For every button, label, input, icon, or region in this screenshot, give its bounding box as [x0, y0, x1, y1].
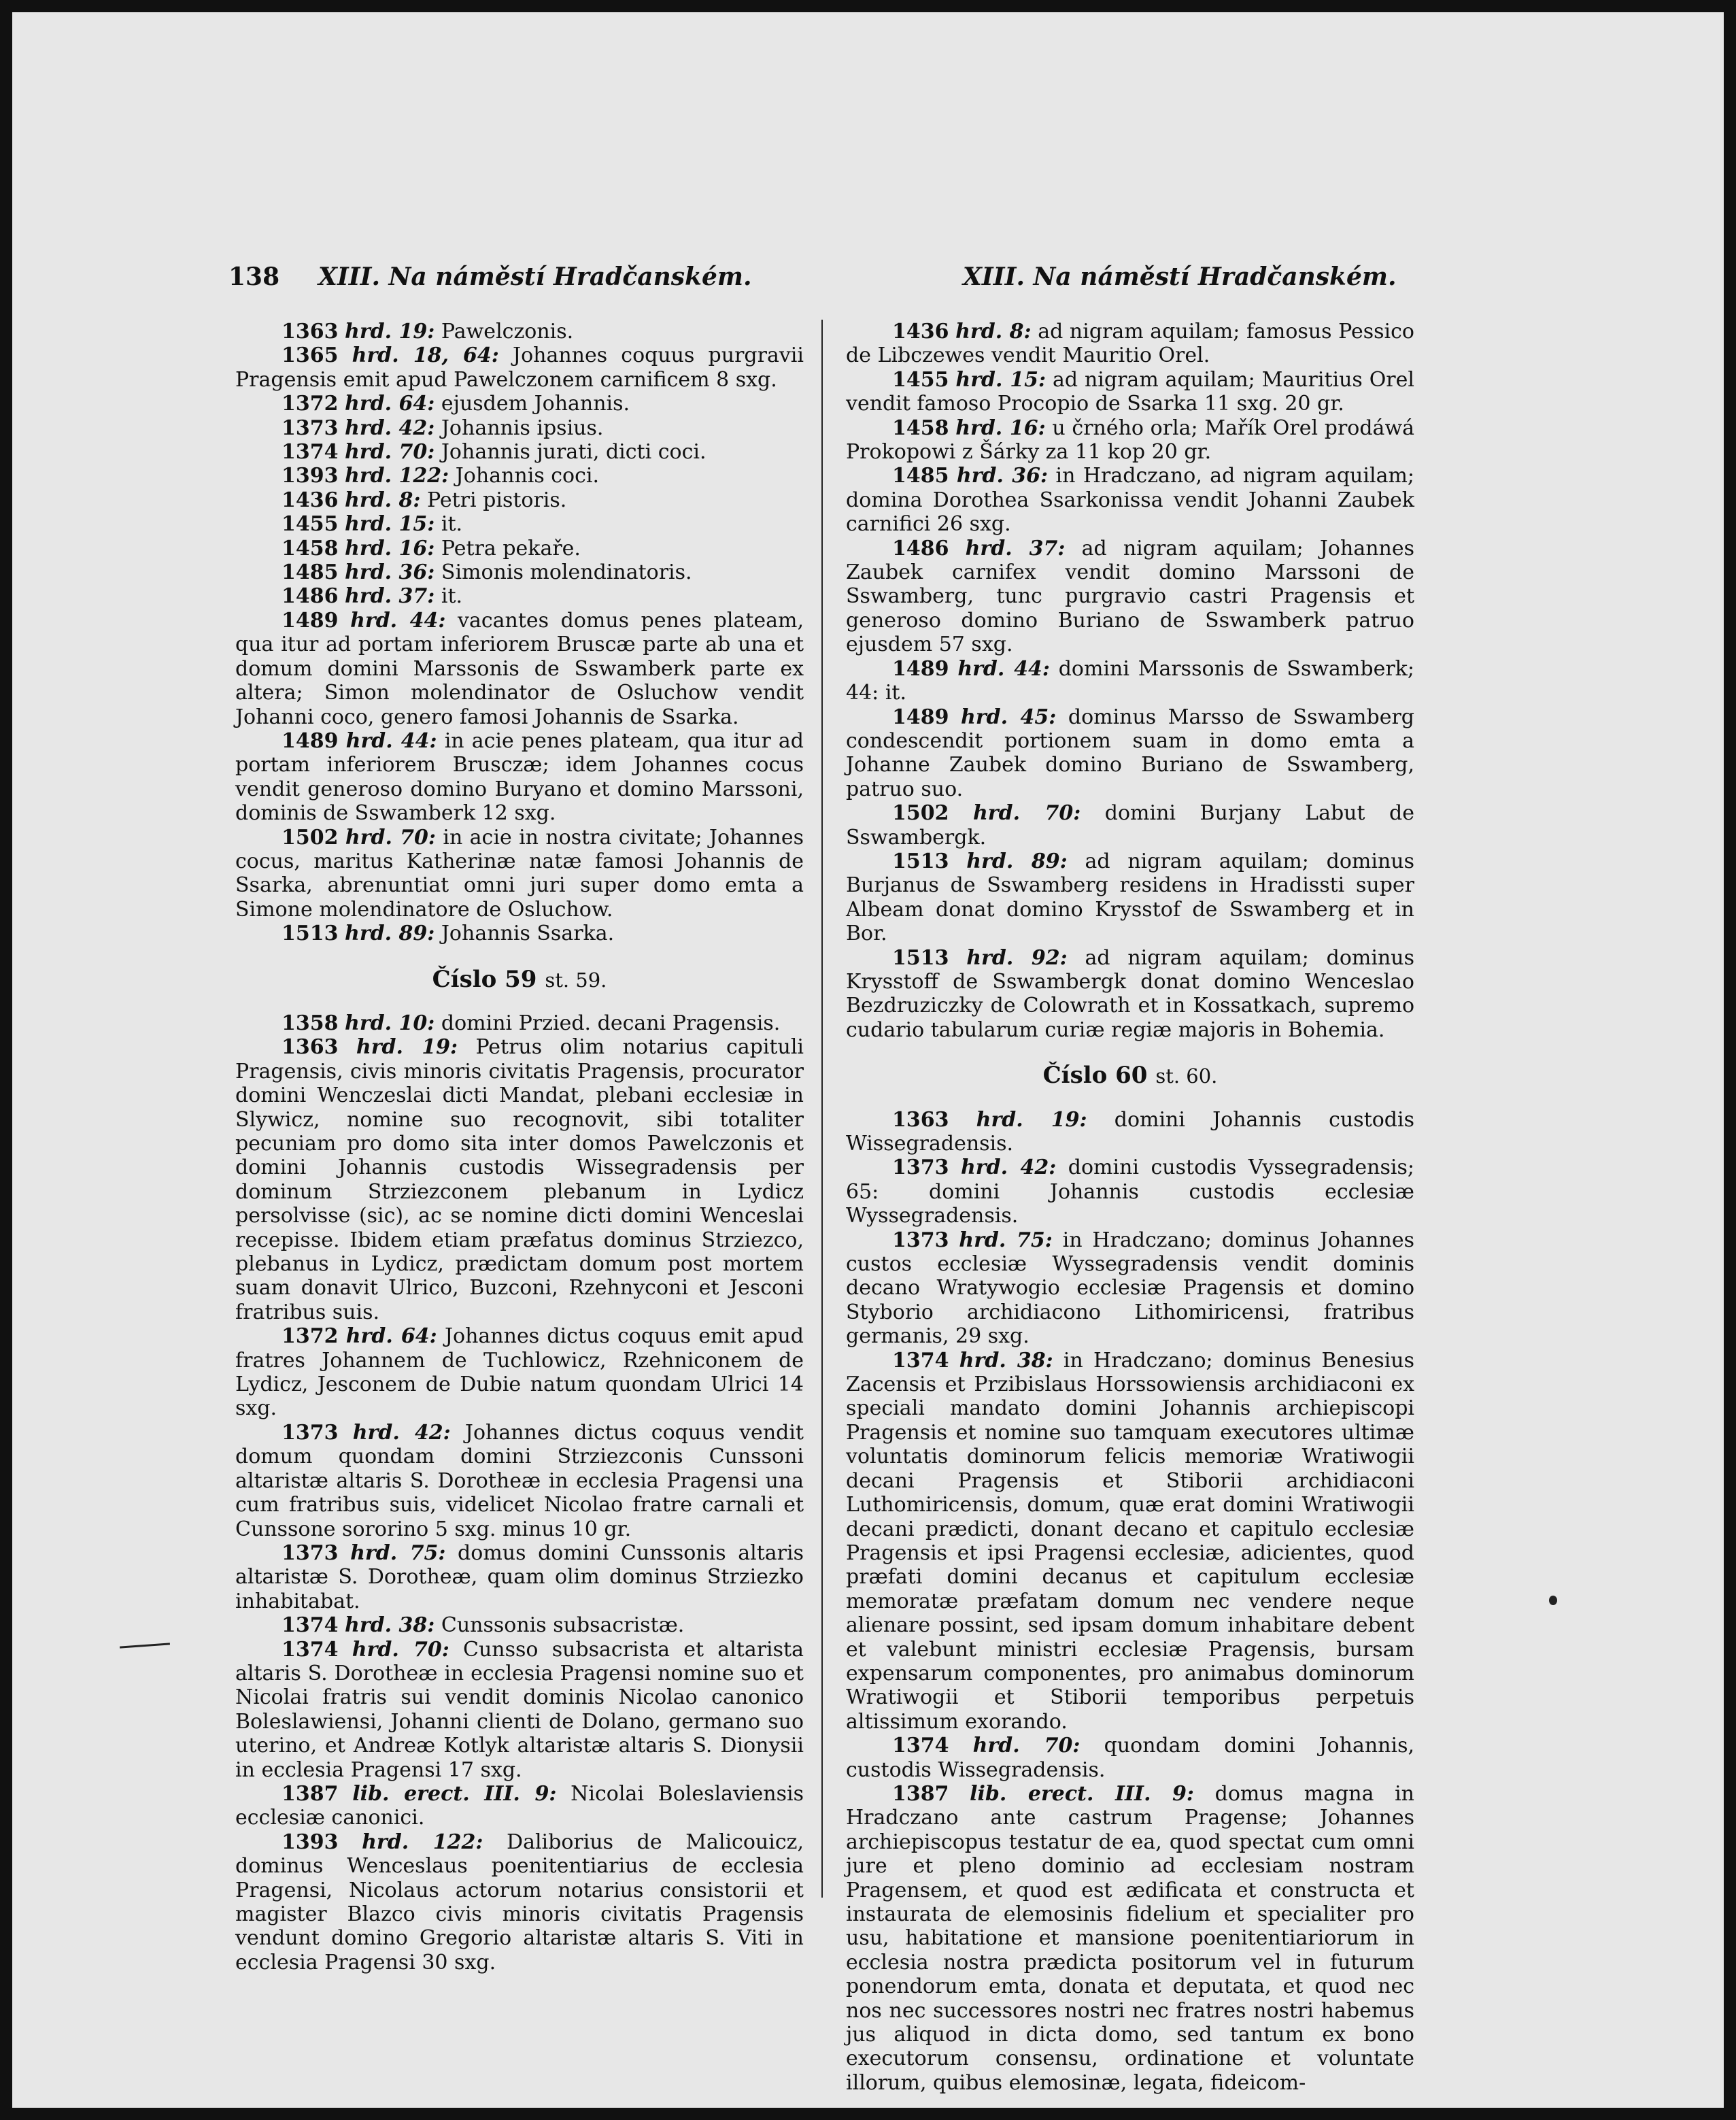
entry-date: 1486 — [892, 536, 949, 560]
entry-text: Johannis coci. — [455, 464, 600, 488]
entry-text: in Hradczano, ad nigram aquilam; domina Dorothea Ssarkonissa vendit Johanni Zaubek carnifici 26 sxg. — [846, 464, 1415, 537]
entry-ref: hrd. 44: — [345, 728, 437, 753]
margin-dot — [1549, 1596, 1557, 1605]
entry-ref: hrd. 70: — [973, 801, 1081, 826]
entry — [235, 729, 804, 826]
entry-ref: hrd. 38: — [959, 1348, 1053, 1373]
entry-text: dominus Marsso de Sswamberg condescendit portionem suam in domo emta a Johanne Zaubek domino Buriano de Sswamberg, patruo suo. — [846, 705, 1414, 801]
entry-date: 1373 — [282, 416, 339, 440]
entry — [235, 320, 804, 343]
entry-text: Nicolai Boleslaviensis ecclesiæ canonici. — [235, 1781, 804, 1830]
entry-text: ad nigram aquilam; dominus Burjanus de Sswamberg residens in Hradissti super Albeam donat domino Krysstof de Sswamberg et in Bor. — [846, 849, 1414, 946]
entry-ref: lib. erect. III. 9: — [352, 1781, 557, 1806]
entry — [235, 609, 804, 729]
entry — [235, 1541, 804, 1613]
entry-ref: hrd. 64: — [345, 1324, 437, 1349]
entry-ref: hrd. 64: — [345, 392, 435, 416]
entry — [235, 464, 804, 488]
right-entries-a — [846, 320, 1414, 1042]
entry-date: 1373 — [282, 1420, 339, 1445]
entry-ref: hrd. 19: — [345, 320, 435, 343]
entry-date: 1387 — [282, 1781, 339, 1806]
entry-date: 1489 — [282, 608, 339, 633]
entry — [846, 537, 1414, 657]
entry — [846, 1782, 1414, 2095]
entry-text: Petrus olim notarius capituli Pragensis, civis minoris civitatis Pragensis, procurator domini Wenczeslai dicti Mandat, plebani ecclesiæ in Slywicz, nomine suo recognovit, sibi totaliter pecuniam pro domo sita inter domos Pawelczonis et domini Johannis custodis Wissegradensis per dominum Strziezconem plebanum in Lydicz persolvisse (sic), ac se nomine dicti domini Wenceslai recepisse. Ibidem etiam præfatus dominus Strziezco, plebanus in Lydicz, prædictam domum post mortem suam donavit Ulrico, Buzconi, Rzehnyconi et Jesconi fratribus suis. — [235, 1035, 804, 1324]
entry-date: 1374 — [892, 1348, 949, 1373]
entry — [846, 1156, 1414, 1228]
entry — [846, 1228, 1414, 1349]
entry-text: Pawelczonis. — [441, 320, 574, 343]
entry-ref: hrd. 36: — [345, 560, 435, 585]
entry-date: 1374 — [282, 440, 339, 465]
entry-text: domus domini Cunssonis altaris altaristæ S. Dorotheæ, quam olim dominus Strziezko inhabitabat. — [235, 1541, 804, 1613]
entry-text: Cunssonis subsacristæ. — [441, 1613, 685, 1638]
entry-ref: hrd. 89: — [966, 849, 1068, 873]
entry-date: 1455 — [892, 367, 949, 392]
entry-ref: hrd. 42: — [352, 1420, 451, 1445]
entry — [235, 826, 804, 922]
entry-ref: lib. erect. III. 9: — [970, 1781, 1195, 1806]
entry-date: 1363 — [282, 1035, 339, 1060]
entry-text: domus magna in Hradczano ante castrum Pragense; Johannes archiepiscopus testatur de ea, quod spectat cum omni jure et pleno dominio ad ecclesiam nostram Pragensem, et quod est ædificata et constructa et instaurata de elemosinis fidelium et specialiter pro usu, habitatione et mansione poenitentiariorum in ecclesia nostra prædicta positorum vel in futurum ponendorum emta, donata et deputata, et quod nec nos nec successores nostri nec fratres nostri habemus jus aliquod in dicta domo, sed tantum ex bono executorum consensu, ordinatione et voluntate illorum, quibus elemosinæ, legata, fideicom- — [846, 1781, 1415, 2095]
entry-date: 1485 — [892, 464, 949, 488]
entry — [846, 657, 1414, 705]
entry-ref: hrd. 92: — [966, 945, 1068, 970]
entry — [235, 1782, 804, 1830]
page-number: 138 — [228, 263, 280, 291]
right-entries-b — [846, 1108, 1414, 2096]
entry-date: 1502 — [282, 825, 339, 849]
entry — [235, 537, 804, 560]
entry — [846, 464, 1414, 536]
entry-date: 1374 — [282, 1637, 339, 1662]
margin-pencil-mark — [120, 1643, 170, 1648]
entry-ref: hrd. 44: — [957, 656, 1050, 681]
entry-ref: hrd. 122: — [362, 1830, 483, 1854]
entry-text: domini Johannis custodis Wissegradensis. — [846, 1107, 1415, 1156]
right-column — [846, 320, 1414, 2095]
entry-date: 1358 — [282, 1011, 339, 1035]
entry-text: ejusdem Johannis. — [441, 392, 630, 416]
entry-text: ad nigram aquilam; dominus Krysstoff de Sswambergk donat domino Wenceslao Bezdruziczky de Colowrath et in Kossatkach, supremo cudario tabularum curiæ regiæ majoris in Bohemia. — [846, 945, 1414, 1042]
entry-text: vacantes domus penes plateam, qua itur ad portam inferiorem Bruscæ parte ab una et domum domini Marssonis de Sswamberk parte ex altera; Simon molendinator de Osluchow vendit Johanni coco, genero famosi Johannis de Ssarka. — [235, 608, 804, 729]
entry-date: 1489 — [892, 656, 949, 681]
column-divider — [821, 320, 823, 1898]
entry — [235, 392, 804, 416]
section-heading-60: Číslo 60 st. 60. — [1042, 1062, 1218, 1090]
entry-date: 1513 — [892, 849, 949, 873]
entry — [235, 416, 804, 440]
entry-ref: hrd. 15: — [955, 367, 1046, 392]
entry-date: 1485 — [282, 560, 339, 585]
entry — [235, 343, 804, 392]
entry-text: Johannes coquus purgravii Pragensis emit apud Pawelczonem carnificem 8 sxg. — [235, 343, 804, 392]
entry-ref: hrd. 122: — [345, 464, 449, 488]
entry-ref: hrd. 8: — [345, 488, 421, 512]
entry-text: Petri pistoris. — [427, 488, 567, 512]
entry-ref: hrd. 45: — [961, 705, 1057, 729]
entry — [846, 416, 1414, 465]
entry-date: 1372 — [282, 392, 339, 416]
entry-text: Petra pekaře. — [441, 536, 581, 560]
entry-date: 1374 — [892, 1734, 949, 1758]
entry — [235, 584, 804, 608]
entry-text: domini Przied. decani Pragensis. — [441, 1011, 781, 1035]
entry-ref: hrd. 19: — [356, 1035, 458, 1060]
entry-text: Johannis Ssarka. — [441, 922, 615, 946]
entry-text: Johannis jurati, dicti coci. — [441, 440, 707, 465]
section-heading-59: Číslo 59 st. 59. — [432, 965, 607, 993]
entry-ref: hrd. 18, 64: — [352, 343, 499, 368]
entry-ref: hrd. 44: — [350, 608, 446, 633]
entry-date: 1374 — [282, 1613, 339, 1638]
entry — [235, 1421, 804, 1541]
entry — [846, 946, 1414, 1043]
entry-ref: hrd. 37: — [345, 584, 435, 609]
entry-text: ad nigram aquilam; Johannes Zaubek carnifex vendit domino Marssoni de Sswamberg, tunc purgravio castri Pragensis et generoso domino Buriano de Sswamberk patruo ejusdem 57 sxg. — [846, 536, 1414, 657]
entry — [235, 560, 804, 584]
entry-ref: hrd. 70: — [345, 440, 435, 465]
entry — [846, 320, 1414, 368]
entry-date: 1489 — [892, 705, 949, 729]
entry-ref: hrd. 16: — [345, 536, 435, 560]
entry — [235, 1011, 804, 1035]
entry-date: 1393 — [282, 1830, 339, 1854]
entry-text: in acie in nostra civitate; Johannes cocus, maritus Katherinæ natæ famosi Johannis de Ssarka, abrenuntiat omni juri super domo emta a Simone molendinatore de Osluchow. — [235, 825, 804, 922]
entry-ref: hrd. 75: — [350, 1541, 446, 1565]
entry-text: Johannis ipsius. — [441, 416, 604, 440]
entry-date: 1387 — [892, 1781, 949, 1806]
entry-date: 1455 — [282, 512, 339, 537]
entry — [235, 1613, 804, 1637]
scanned-page — [12, 12, 1724, 2108]
entry-text: Johannes dictus coquus emit apud fratres Johannem de Tuchlowicz, Rzehniconem de Lydicz, Jesconem de Dubie natum quondam Ulrici 14 sxg. — [235, 1324, 804, 1421]
entry — [235, 512, 804, 536]
entry-text: domini Burjany Labut de Sswambergk. — [846, 801, 1414, 849]
entry-text: u črného orla; Mařík Orel prodáwá Prokopowi z Šárky za 11 kop 20 gr. — [846, 416, 1415, 465]
entry-ref: hrd. 70: — [972, 1734, 1080, 1758]
entry-ref: hrd. 15: — [345, 512, 435, 537]
entry-date: 1365 — [282, 343, 339, 368]
entry-ref: hrd. 36: — [956, 464, 1049, 488]
entry-ref: hrd. 42: — [961, 1156, 1057, 1180]
entry-ref: hrd. 89: — [345, 922, 435, 946]
entry — [235, 488, 804, 512]
entry-date: 1436 — [892, 320, 949, 343]
entry-date: 1513 — [282, 922, 339, 946]
entry-date: 1458 — [892, 416, 949, 440]
entry — [846, 1734, 1414, 1782]
entry-text: it. — [441, 584, 463, 609]
entry — [235, 922, 804, 945]
entry-date: 1486 — [282, 584, 339, 609]
entry-text: in Hradczano; dominus Benesius Zacensis et Przibislaus Horssowiensis archidiaconi ex speciali mandato domini Johannis archiepiscopi Pragensis et nomine suo tamquam executores ultimæ voluntatis dominorum felicis memoriæ Wratiwogii decani Pragensis et Stiborii archidiaconi Luthomiricensis, domum, quæ erat domini Wratiwogii decani prædicti, donant decano et capitulo ecclesiæ Pragensis et ipsi Pragensi ecclesiæ, adicientes, quod præfati domini decanus et capitulum ecclesiæ memoratæ præfatam domum nec vendere neque alienare possint, sed ipsam domum inhabitare debent et valebunt ministri ecclesiæ Pragensis, bursam expensarum componentes, pro animabus dominorum Wratiwogii et Stiborii temporibus perpetuis altissimum exorando. — [846, 1348, 1414, 1734]
entry-ref: hrd. 38: — [345, 1613, 435, 1638]
entry-date: 1373 — [892, 1156, 949, 1180]
entry-date: 1502 — [892, 801, 949, 826]
entry-date: 1513 — [892, 945, 949, 970]
entry-ref: hrd. 37: — [965, 536, 1066, 560]
entry — [846, 368, 1414, 416]
entry-ref: hrd. 75: — [959, 1228, 1053, 1252]
entry-text: Cunsso subsacrista et altarista altaris S. Dorotheæ in ecclesia Pragensi nomine suo et Nicolai fratris sui vendit dominis Nicolao canonico Boleslawiensi, Johanni clienti de Dolano, germano suo uterino, et Andreæ Kotlyk altaristæ altaris S. Dionysii in ecclesia Pragensi 17 sxg. — [235, 1637, 804, 1782]
entry-ref: hrd. 70: — [345, 825, 437, 849]
entry — [846, 849, 1414, 946]
entry-date: 1363 — [282, 320, 339, 343]
entry-date: 1363 — [892, 1107, 949, 1132]
entry-ref: hrd. 16: — [955, 416, 1046, 440]
entry-text: ad nigram aquilam; famosus Pessico de Libczewes vendit Mauritio Orel. — [846, 320, 1414, 368]
entry — [846, 1108, 1414, 1156]
entry — [846, 705, 1414, 802]
entry-text: it. — [441, 512, 463, 537]
entry-text: Simonis molendinatoris. — [441, 560, 692, 585]
entry-ref: hrd. 19: — [976, 1107, 1087, 1132]
entry-text: quondam domini Johannis, custodis Wissegradensis. — [846, 1734, 1414, 1782]
running-head-left: XIII. Na náměstí Hradčanském. — [318, 263, 752, 291]
entry-date: 1489 — [282, 728, 339, 753]
entry-date: 1373 — [892, 1228, 949, 1252]
entry-text: domini Marssonis de Sswamberk; 44: it. — [846, 656, 1414, 705]
entry — [235, 440, 804, 464]
entry — [846, 1349, 1414, 1734]
entry-date: 1393 — [282, 464, 339, 488]
entry — [235, 1830, 804, 1974]
entry-text: ad nigram aquilam; Mauritius Orel vendit famoso Procopio de Ssarka 11 sxg. 20 gr. — [846, 367, 1414, 416]
entry-text: domini custodis Vyssegradensis; 65: domini Johannis custodis ecclesiæ Wyssegradensis. — [846, 1156, 1414, 1228]
entry-ref: hrd. 10: — [345, 1011, 435, 1035]
entry-ref: hrd. 42: — [345, 416, 435, 440]
entry-ref: hrd. 8: — [955, 320, 1032, 343]
entry — [235, 1638, 804, 1782]
entry — [235, 1324, 804, 1421]
entry — [846, 801, 1414, 849]
left-entries-b — [235, 1011, 804, 1974]
entry-text: Daliborius de Malicouicz, dominus Wenceslaus poenitentiarius de ecclesia Pragensi, Nicolaus actorum notarius consistorii et magister Blazco civis minoris civitatis Pragensis vendunt domino Gregorio altaristæ altaris S. Viti in ecclesia Pragensi 30 sxg. — [235, 1830, 804, 1974]
entry-date: 1458 — [282, 536, 339, 560]
entry — [235, 1035, 804, 1324]
entry-text: Johannes dictus coquus vendit domum quondam domini Strziezconis Cunssoni altaristæ altaris S. Dorotheæ in ecclesia Pragensi una cum fratribus suis, videlicet Nicolao fratre carnali et Cunssone sororino 5 sxg. minus 10 gr. — [235, 1420, 804, 1541]
entry-date: 1373 — [282, 1541, 339, 1565]
entry-date: 1372 — [282, 1324, 339, 1349]
entry-ref: hrd. 70: — [352, 1637, 449, 1662]
entry-date: 1436 — [282, 488, 339, 512]
left-column — [235, 320, 804, 1974]
left-entries-a — [235, 320, 804, 946]
entry-text: in acie penes plateam, qua itur ad portam inferiorem Brusczæ; idem Johannes cocus vendit generoso domino Buryano et domino Marssoni, dominis de Sswamberk 12 sxg. — [235, 728, 804, 826]
running-head-right: XIII. Na náměstí Hradčanském. — [963, 263, 1397, 291]
entry-text: in Hradczano; dominus Johannes custos ecclesiæ Wyssegradensis vendit dominis decano Wratywogio ecclesiæ Pragensis et domino Styborio archidiacono Lithomiricensi, fratribus germanis, 29 sxg. — [846, 1228, 1414, 1349]
